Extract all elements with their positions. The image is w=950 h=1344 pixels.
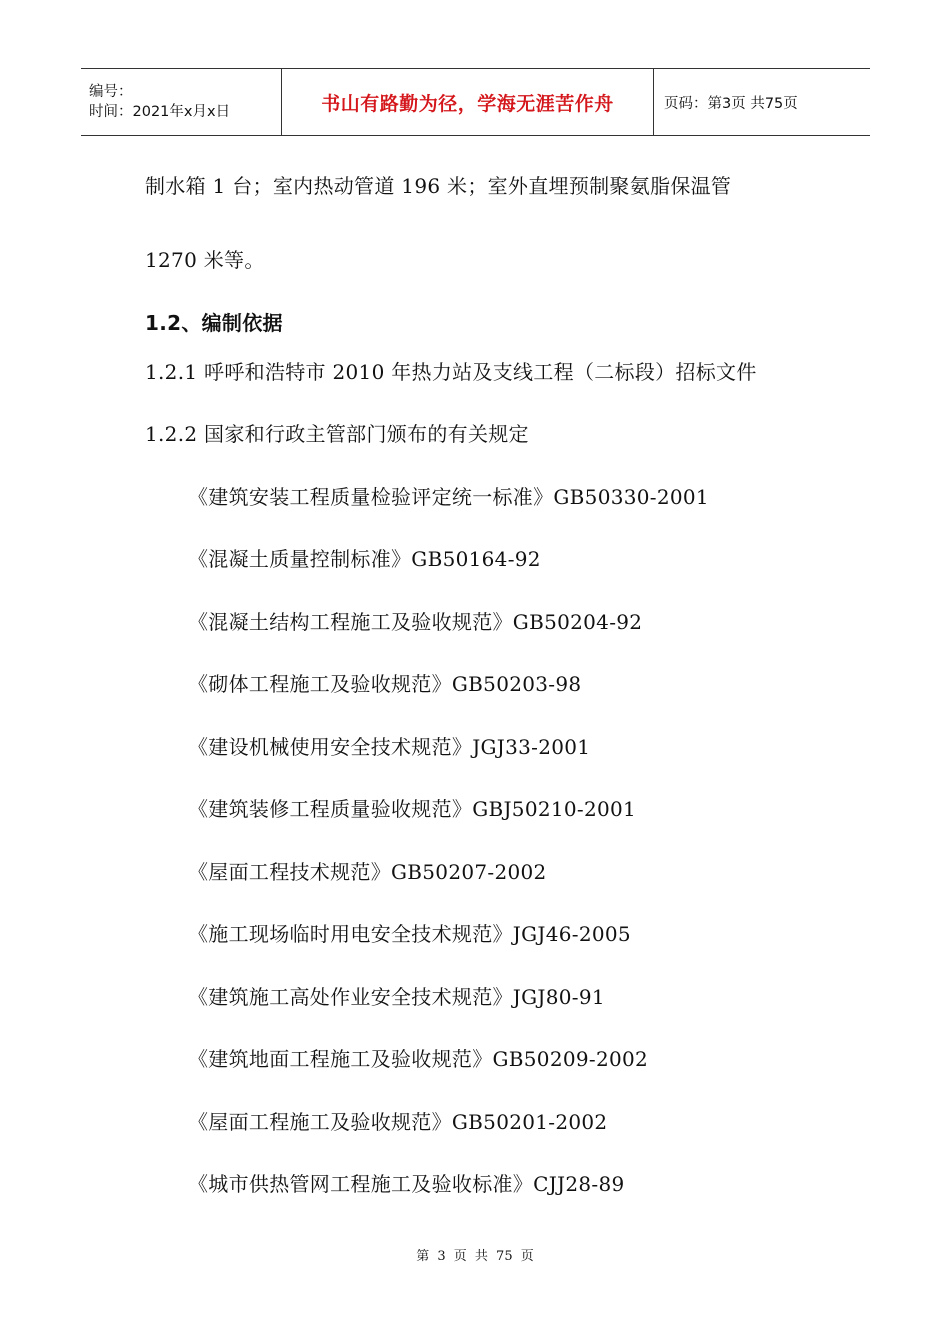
standard-item: 《建筑施工高处作业安全技术规范》JGJ80-91 — [188, 985, 605, 1009]
document-time-label: 时间：2021年x月x日 — [89, 104, 231, 120]
basis-item-2: 1.2.2 国家和行政主管部门颁布的有关规定 — [145, 422, 529, 446]
standard-item: 《屋面工程施工及验收规范》GB50201-2002 — [188, 1110, 608, 1134]
standard-item: 《屋面工程技术规范》GB50207-2002 — [188, 860, 547, 884]
paragraph-continuation-2: 1270 米等。 — [145, 248, 265, 272]
standard-item: 《砌体工程施工及验收规范》GB50203-98 — [188, 672, 582, 696]
standard-item: 《建筑装修工程质量验收规范》GBJ50210-2001 — [188, 797, 637, 821]
page-footer: 第 3 页 共 75 页 — [416, 1249, 534, 1264]
header-meta-cell — [81, 69, 282, 135]
section-title: 1.2、编制依据 — [145, 311, 283, 335]
standard-item: 《混凝土结构工程施工及验收规范》GB50204-92 — [188, 610, 643, 634]
paragraph-continuation-1: 制水箱 1 台；室内热动管道 196 米；室外直埋预制聚氨脂保温管 — [145, 174, 732, 198]
standard-item: 《混凝土质量控制标准》GB50164-92 — [188, 547, 541, 571]
standard-item: 《建筑地面工程施工及验收规范》GB50209-2002 — [188, 1047, 649, 1071]
document-number-label: 编号： — [89, 84, 133, 100]
header-page-number: 页码：第3页 共75页 — [664, 95, 798, 112]
page-header — [81, 68, 870, 136]
standard-item: 《建筑安装工程质量检验评定统一标准》GB50330-2001 — [188, 485, 709, 509]
basis-item-1: 1.2.1 呼呼和浩特市 2010 年热力站及支线工程（二标段）招标文件 — [145, 360, 757, 384]
header-motto: 书山有路勤为径，学海无涯苦作舟 — [282, 69, 654, 135]
standard-item: 《建设机械使用安全技术规范》JGJ33-2001 — [188, 735, 591, 759]
standard-item: 《施工现场临时用电安全技术规范》JGJ46-2005 — [188, 922, 631, 946]
standard-item: 《城市供热管网工程施工及验收标准》CJJ28-89 — [188, 1172, 625, 1196]
